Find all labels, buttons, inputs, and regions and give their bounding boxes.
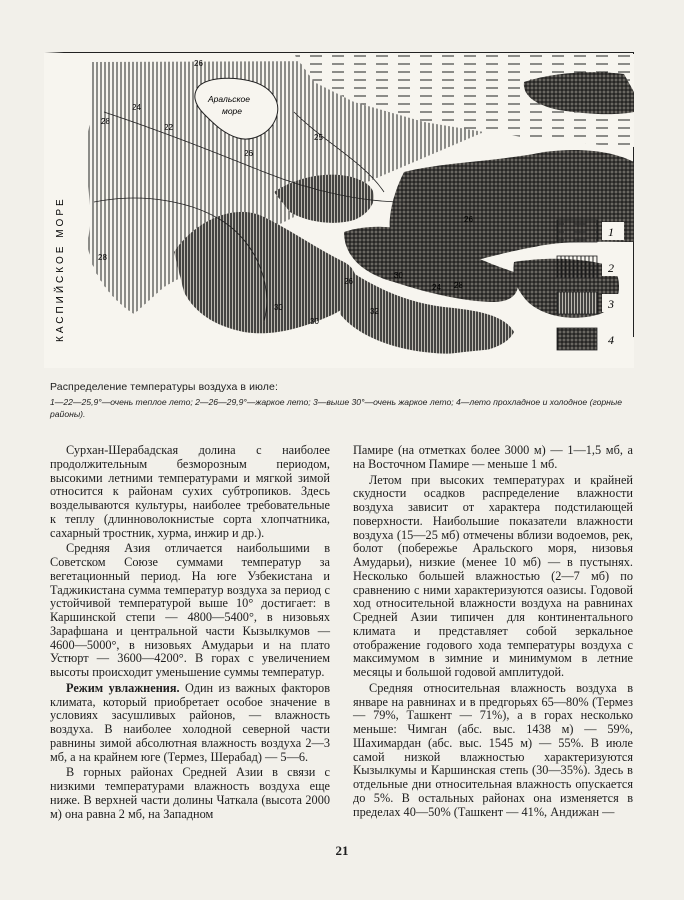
aral-label-2: море — [222, 106, 243, 116]
isoline-label: 28 — [454, 281, 463, 290]
isoline-label: 28 — [101, 117, 110, 126]
page-number: 21 — [335, 843, 349, 858]
isoline-label: 30 — [394, 271, 403, 280]
legend-box-3 — [557, 292, 597, 314]
legend-box-1 — [557, 220, 597, 242]
isoline-label: 30 — [310, 317, 319, 326]
paragraph: Летом при высоких температурах и крайней скудности осадков распределение влажности воздуха зависит от характера подстилающей поверхности. Наибольшие показатели влажности воздуха (15—25 мб) отмечены вблизи водоемов, рек, болот (побережье Аральского моря, низовья Амударьи), низкие (менее 10 мб) — в пустынях. Несколько большей влажностью (2—7 мб) по сравнению с ними характеризуются оазисы. Годовой ход относительной влажности воздуха на равнинах Средней Азии типичен для континентального климата и представляет собой зеркальное отображение годового хода температуры воздуха с максимумом в зимние и минимумом в летние месяцы и большой годовой амплитудой. — [353, 472, 633, 679]
figure-caption-title: Распределение температуры воздуха в июле: — [50, 381, 278, 393]
right-column — [353, 444, 633, 821]
left-column — [50, 444, 330, 823]
isoline-label: 26 — [344, 277, 353, 286]
isoline-label: 26 — [244, 149, 253, 158]
isoline-label: 28 — [98, 253, 107, 262]
isoline-label: 32 — [370, 307, 379, 316]
legend-label-4: 4 — [608, 333, 614, 347]
sea-label: КАСПИЙСКОЕ МОРЕ — [55, 196, 66, 342]
paragraph: Средняя Азия отличается наибольшими в Советском Союзе суммами температур за вегетационный период. На юге Узбекистана и Таджикистана сумма температур воздуха за период с устойчивой температурой выше 10° достигает: в Каршинской степи — 4800—5400°, в низовьях Зарафшана и центральной части Кызылкумов — 4600—5000°, в низовьях Амударьи и на плато Устюрт — 3600—4200°. В горах с увеличением высоты происходит уменьшение суммы температур. — [50, 541, 330, 679]
figure-caption-legend: 1—22—25,9°—очень теплое лето; 2—26—29,9°—жаркое лето; 3—выше 30°—очень жаркое лето; 4—лето прохладное и холодное (горные районы). — [50, 397, 622, 419]
paragraph: Сурхан-Шерабадская долина с наиболее продолжительным безморозным периодом, высокими летними температурами и мягкой зимой относится к районам сухих субтропиков. Здесь возделываются культуры, наиболее требовательные к теплу (длинноволокнистые сорта хлопчатника, сахарный тростник, хурма, инжир и др.). — [50, 443, 330, 540]
section-heading: Режим увлажнения. — [66, 680, 180, 695]
isoline-label: 26 — [194, 59, 203, 68]
paragraph-humidity — [50, 682, 330, 765]
isoline-label: 24 — [132, 103, 141, 112]
paragraph: Средняя относительная влажность воздуха в январе на равнинах и в предгорьях 65—80% (Термез — 79%, Ташкент — 71%), а в горах несколько меньше: Чимган (абс. выс. 1438 м) — 59%, Шахимардан (абс. выс. 1545 м) — 55%. В июле самой низкой влажностью характеризуются Кызылкумы и Каршинская степь (30—35%). Здесь в отдельные дни относительная влажность опускается до 5%. В остальных районах она изменяется в пределах 40—50% (Ташкент — 41%, Андижан — — [353, 680, 633, 819]
paragraph: Памире (на отметках более 3000 м) — 1—1,5 мб, а на Восточном Памире — меньше 1 мб. — [353, 443, 633, 471]
isoline-label: 25 — [314, 133, 323, 142]
isoline-label: 30 — [274, 303, 283, 312]
isoline-label: 26 — [464, 215, 473, 224]
isoline-label: 22 — [164, 123, 173, 132]
isoline-label: 24 — [432, 283, 441, 292]
paragraph: В горных районах Средней Азии в связи с низкими температурами влажность воздуха еще ниже. В верхней части долины Чаткала (высота 2000 м) она равна 2 мб, на Западном — [50, 765, 330, 821]
legend-box-4 — [557, 328, 597, 350]
temperature-map — [44, 52, 634, 368]
legend-label-3: 3 — [608, 297, 614, 311]
legend-label-1: 1 — [608, 225, 614, 239]
aral-label: Аральское — [208, 94, 251, 104]
paragraph-text: Один из важных факторов климата, который приобретает особое значение в условиях засушливых районов, — влажность воздуха. В наиболее холодной северной части равнины зимой абсолютная влажность воздуха 2—3 мб, а на крайнем юге (Термез, Шерабад) — 5—6. — [50, 680, 330, 764]
legend-label-2: 2 — [608, 261, 614, 275]
legend-box-2 — [557, 256, 597, 278]
